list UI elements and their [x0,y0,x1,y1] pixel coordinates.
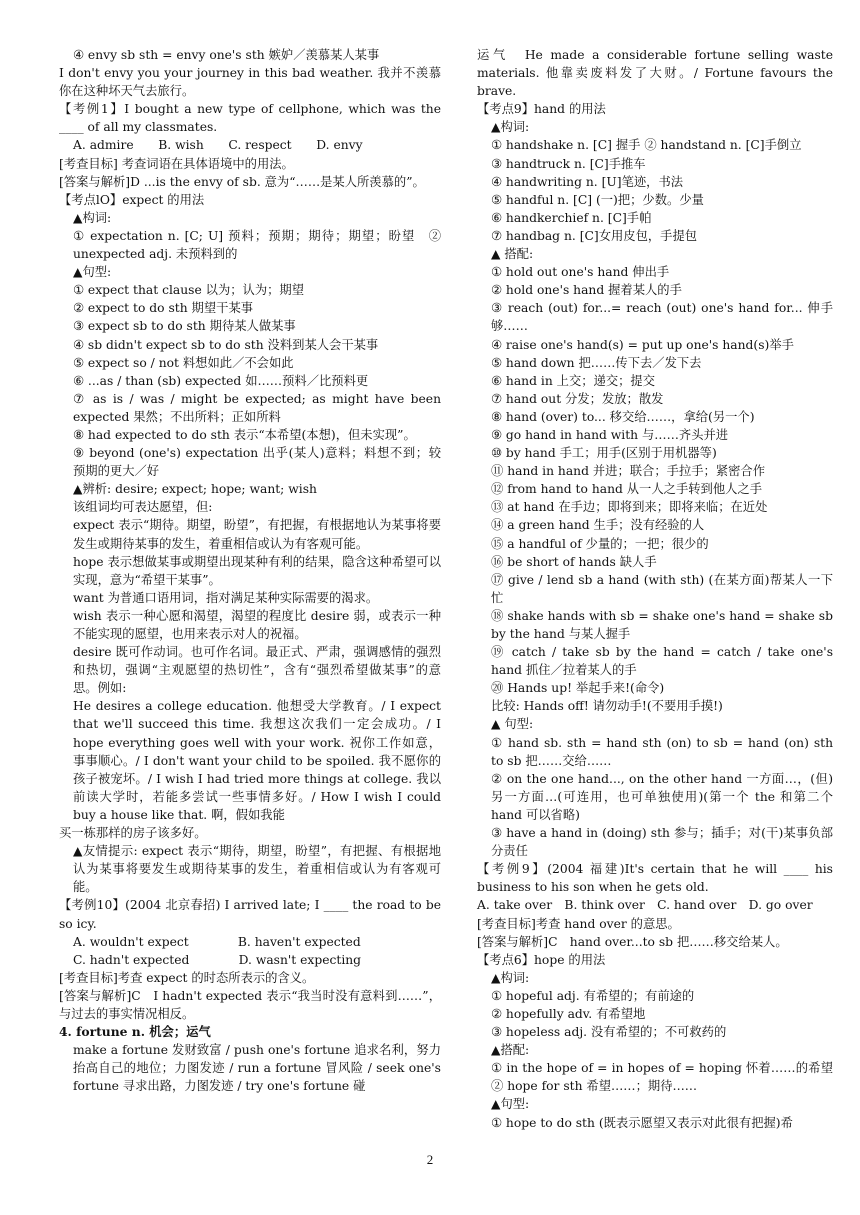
left-column-line: expect 表示“期待。期望，盼望”，有把握，有根据地认为某事将要发生或期待某事的发生，着重相信或认为有客观可能。 [73,518,441,551]
right-column-line: ⑥ handkerchief n. [C]手帕 [491,210,652,225]
left-column-line: ▲句型: [73,265,112,280]
left-column [59,46,441,1095]
right-column-line: ① hope to do sth (既表示愿望又表示对此很有把握)希 [491,1115,793,1130]
right-column-line: ▲搭配: [491,1043,530,1058]
left-column-line: ① expectation n. [C; U] 预料；预期；期待；期望；盼望 ② unexpected adj. 未预料到的 [73,228,441,262]
right-column-line: ⑮ a handful of 少量的；一把；很少的 [491,536,709,551]
right-column-line: ① in the hope of = in hopes of = hoping 怀着……的希望 ② hope for sth 希望……；期待…… [491,1061,846,1094]
right-column-line: ① hold out one's hand 伸出手 [491,265,670,280]
right-column-line: ③ hopeless adj. 没有希望的；不可救药的 [491,1025,727,1040]
page-number: 2 [426,1152,434,1167]
right-column-line: ▲构词: [491,120,530,135]
left-column-line: 【考例1】I bought a new type of cellphone, which was the ____ of all my classmates. [59,102,441,135]
left-column-line: desire 既可作动词。也可作名词。最正式、严肃，强调感情的强烈和热切，强调“主观愿望的热切性”，含有“强烈希望做某事”的意思。例如: [73,645,441,696]
right-column-line: ⑨ go hand in hand with 与……齐头并进 [491,427,729,442]
left-column-line: hope 表示想做某事或期望出现某种有利的结果，隐含这种希望可以实现，意为“希望干某事”。 [73,554,441,587]
left-column-line: [答案与解析]D ...is the envy of sb. 意为“……是某人所羡慕的”。 [59,174,425,189]
right-column-line: ⑤ hand down 把……传下去／发下去 [491,355,702,370]
right-column-line: 【考例9】(2004 福建)It's certain that he will ____ his business to his son when he gets old. [477,862,833,895]
right-column-line: ▲ 搭配: [491,247,534,262]
left-column-line: A. wouldn't expect B. haven't expected [73,934,361,949]
left-column-line: 【考例10】(2004 北京春招) I arrived late; I ____ the road to be so icy. [59,898,441,931]
left-column-line: 买一栋那样的房子该多好。 [59,826,207,841]
right-column-line: ▲构词: [491,970,530,985]
right-column-line: 【考点9】hand 的用法 [477,102,606,117]
right-column-line: ① hand sb. sth = hand sth (on) to sb = hand (on) sth to sb 把……交给…… [491,735,833,768]
left-column-line: ⑨ beyond (one's) expectation 出乎(某人)意料；料想不到；较预期的更大／好 [73,446,441,479]
left-column-line: 该组词均可表达愿望，但: [73,500,213,515]
right-column-line: ▲ 句型: [491,717,534,732]
right-column-line: ▲句型: [491,1097,530,1112]
right-column-line: ⑬ at hand 在手边；即将到来；即将来临；在近处 [491,500,768,515]
right-column-line: ③ reach (out) for...= reach (out) one's hand for... 伸手够…… [491,301,833,334]
right-column-line: 比较: Hands off! 请勿动手!(不要用手摸!) [491,699,723,714]
left-column-line: ① expect that clause 以为；认为；期望 [73,283,305,298]
right-column-line: 运气 He made a considerable fortune selling waste materials. 他靠卖废料发了大财。/ Fortune favours the brave. [477,48,833,99]
left-column-line: [考查目标] 考查词语在具体语境中的用法。 [59,156,294,171]
right-column-line: ⑦ handbag n. [C]女用皮包，手提包 [491,228,698,243]
left-column-line: ④ sb didn't expect sb to do sth 没料到某人会干某事 [73,337,379,352]
right-column-line: ⑪ hand in hand 并进；联合；手拉手；紧密合作 [491,464,766,479]
right-column-line: ② on the one hand..., on the other hand 一方面…，(但)另一方面…(可连用，也可单独使用)(第一个 the 和第二个 hand 可以省略) [491,771,833,822]
right-column-line: ⑯ be short of hands 缺人手 [491,554,657,569]
left-column-line: ⑤ expect so / not 料想如此／不会如此 [73,355,294,370]
right-column-line: ① hopeful adj. 有希望的；有前途的 [491,988,695,1003]
left-column-line: C. hadn't expected D. wasn't expecting [73,952,362,967]
right-column-line: ⑧ hand (over) to... 移交给……，拿给(另一个) [491,409,755,424]
left-column-line: He desires a college education. 他想受大学教育。/ I expect that we'll succeed this time. 我想这次我们一定会成功。/ I hope everything goes well with your work. 祝你工作如意，事事顺心。/ I don't want your child to be spoiled. 我不愿你的孩子被宠坏。/ I wish I had tried more things at college. 我以前读大学时，若能多尝试一些事情多好。/ How I wish I could buy a house like that. 啊，假如我能 [73,699,441,822]
left-column-line: make a fortune 发财致富 / push one's fortune 追求名利，努力抬高自己的地位；力图发迹 / run a fortune 冒风险 / seek one's fortune 寻求出路，力图发迹 / try one's fortune 碰 [73,1043,441,1094]
left-column-line: [答案与解析]C I hadn't expected 表示“我当时没有意料到……”，与过去的事实情况相反。 [59,988,441,1021]
left-column-line: ④ envy sb sth = envy one's sth 嫉妒／羡慕某人某事 [73,48,380,62]
left-column-line: [考查目标]考查 expect 的时态所表示的含义。 [59,970,315,985]
right-column-line: ⑩ by hand 手工；用手(区别于用机器等) [491,446,717,461]
right-column-line: ⑰ give / lend sb a hand (with sth) (在某方面)帮某人一下忙 [491,572,833,605]
left-column-line: want 为普通口语用词，指对满足某种实际需要的渴求。 [73,590,379,605]
right-column-line: ③ handtruck n. [C]手推车 [491,156,646,171]
left-column-line: ▲友情提示: expect 表示“期待，期望，盼望”，有把握、有根据地认为某事将要发生或期待某事的发生，着重相信或认为有客观可能。 [73,844,441,895]
right-column-line: ⑳ Hands up! 举起手来!(命令) [491,681,665,696]
left-column-line: ⑦ as is / was / might be expected; as might have been expected 果然；不出所料；正如所料 [73,391,441,424]
right-column [477,46,846,1132]
right-column-line: [答案与解析]C hand over...to sb 把……移交给某人。 [477,934,788,949]
right-column-line: ④ handwriting n. [U]笔迹，书法 [491,174,684,189]
right-column-line: ⑫ from hand to hand 从一人之手转到他人之手 [491,482,763,497]
left-column-line: ⑥ ...as / than (sb) expected 如……预料／比预料更 [73,373,369,388]
right-column-line: ⑲ catch / take sb by the hand = catch / take one's hand 抓住／拉着某人的手 [491,645,833,678]
left-column-line: wish 表示一种心愿和渴望，渴望的程度比 desire 弱，或表示一种不能实现的愿望，也用来表示对人的祝福。 [73,608,441,641]
left-column-line: ② expect to do sth 期望干某事 [73,301,254,316]
right-column-line: ① handshake n. [C] 握手 ② handstand n. [C]手倒立 [491,138,802,153]
right-column-line: ⑤ handful n. [C] (一)把；少数。少量 [491,192,704,207]
right-column-line: ② hold one's hand 握着某人的手 [491,283,682,298]
right-column-line: ③ have a hand in (doing) sth 参与；插手；对(干)某事负部分责任 [491,826,833,859]
left-column-line: ▲辨析: desire; expect; hope; want; wish [73,482,317,497]
right-column-line: A. take over B. think over C. hand over D. go over [477,898,813,913]
right-column-line: 【考点6】hope 的用法 [477,952,606,967]
right-column-line: ⑭ a green hand 生手；没有经验的人 [491,518,705,533]
left-column-line: ③ expect sb to do sth 期待某人做某事 [73,319,296,334]
left-column-line: ▲构词: [73,210,112,225]
left-column-line: 【考点lO】expect 的用法 [59,192,205,207]
right-column-line: ⑱ shake hands with sb = shake one's hand = shake sb by the hand 与某人握手 [491,608,833,641]
right-column-line: ④ raise one's hand(s) = put up one's hand(s)举手 [491,337,794,352]
right-column-line: ⑦ hand out 分发；发放；散发 [491,391,664,406]
right-column-line: [考查目标]考查 hand over 的意思。 [477,916,680,931]
left-column-line: A. admire B. wish C. respect D. envy [73,138,363,153]
left-column-line: 4. fortune n. 机会；运气 [59,1024,211,1040]
left-column-line: I don't envy you your journey in this bad weather. 我并不羡慕你在这种坏天气去旅行。 [59,66,441,99]
right-column-line: ⑥ hand in 上交；递交；提交 [491,373,656,388]
right-column-line: ② hopefully adv. 有希望地 [491,1006,646,1021]
left-column-line: ⑧ had expected to do sth 表示“本希望(本想)，但未实现”。 [73,427,416,442]
